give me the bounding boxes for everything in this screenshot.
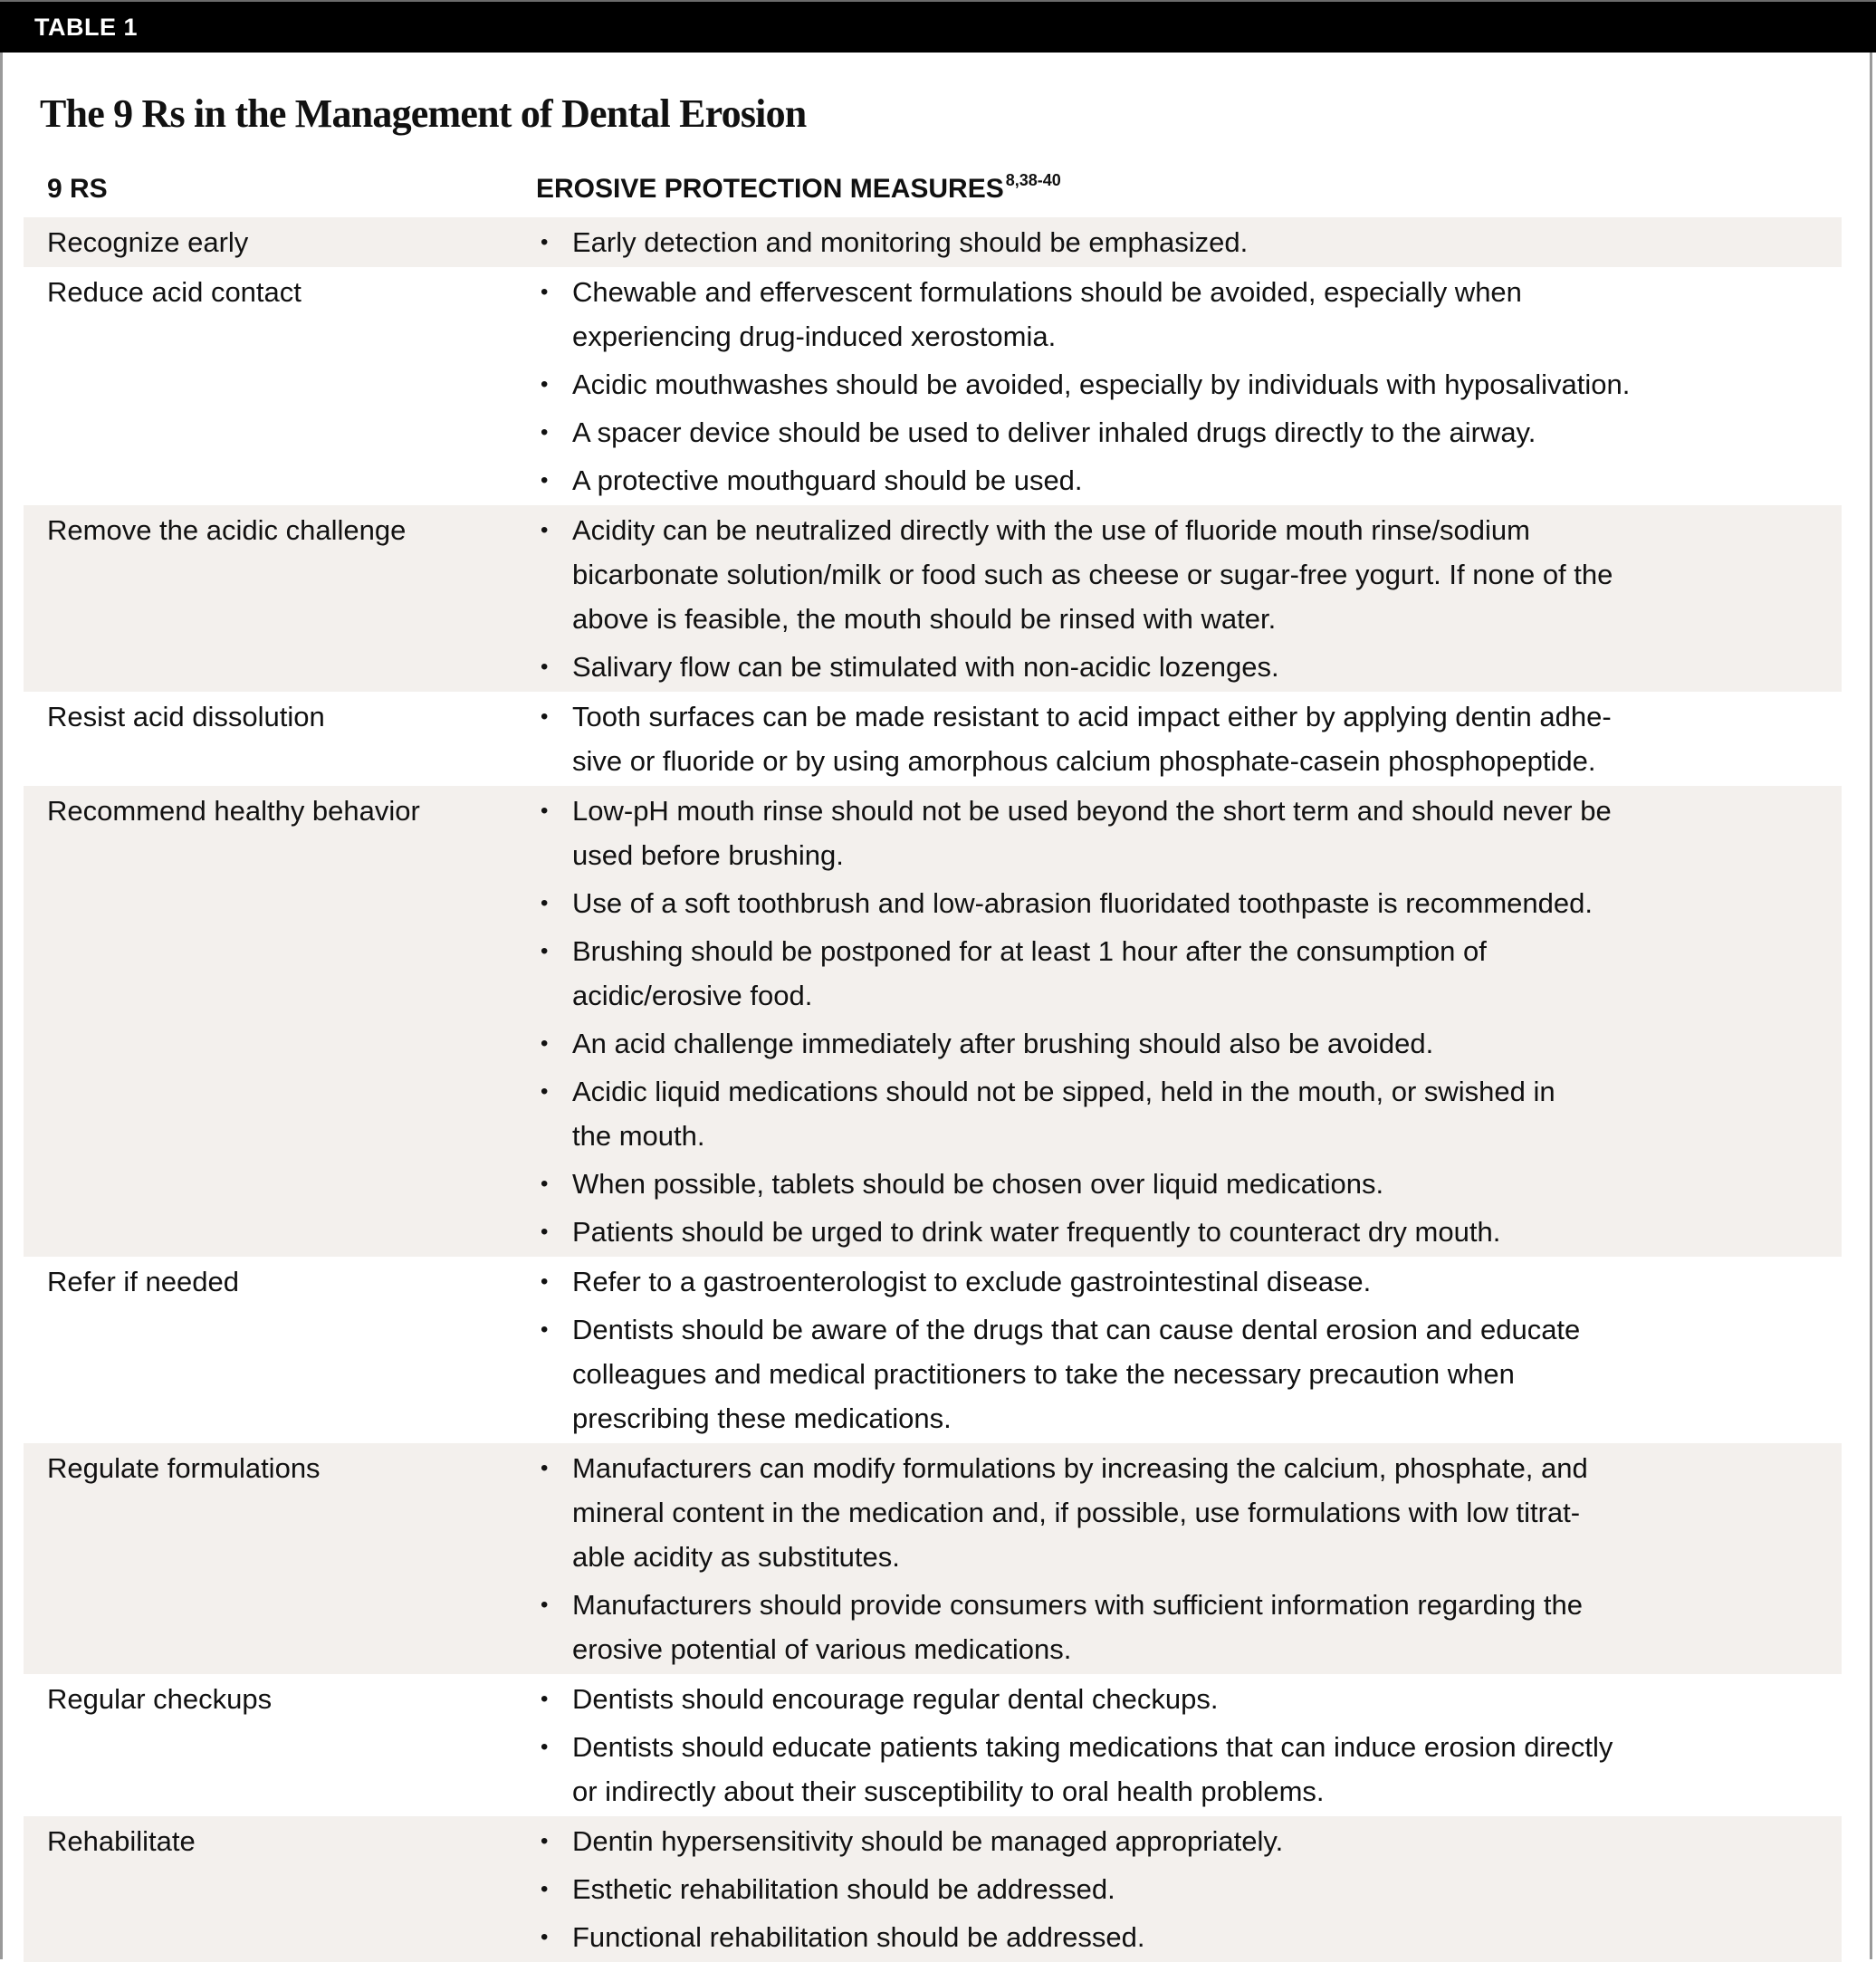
bullet-icon: • (541, 799, 549, 823)
row-r-label: Regular checkups (47, 1683, 273, 1715)
measure-text-line: erosive potential of various medications. (572, 1633, 1072, 1665)
measure-text-line: Early detection and monitoring should be emphasized. (572, 226, 1249, 258)
bullet-icon: • (541, 1456, 549, 1480)
list-item (541, 694, 1842, 783)
row-r-label: Recommend healthy behavior (47, 795, 420, 827)
bullet-icon: • (541, 1593, 549, 1617)
bullet-icon: • (541, 1269, 549, 1294)
measure-text-line: Tooth surfaces can be made resistant to acid impact either by applying dentin adhe- (572, 701, 1612, 732)
measure-text-line: Dentists should encourage regular dental checkups. (572, 1683, 1219, 1715)
row-r-label: Rehabilitate (47, 1825, 196, 1857)
measure-text-line: An acid challenge immediately after brushing should also be avoided. (572, 1028, 1434, 1059)
measure-text-line: prescribing these medications. (572, 1402, 952, 1434)
bullet-icon: • (541, 372, 549, 397)
column-header-measures-text: EROSIVE PROTECTION MEASURES (536, 174, 1004, 204)
table-row (24, 1443, 1842, 1674)
measure-text-line: Dentin hypersensitivity should be managed appropriately. (572, 1825, 1284, 1857)
bullet-icon: • (541, 1687, 549, 1711)
list-item (541, 1210, 1842, 1254)
list-item (541, 410, 1842, 455)
table-row (24, 1257, 1842, 1443)
measure-text-line: bicarbonate solution/milk or food such as cheese or sugar-free yogurt. If none of the (572, 559, 1613, 590)
measure-text-line: A protective mouthguard should be used. (572, 464, 1083, 496)
list-item (541, 1725, 1842, 1814)
measure-text-line: Manufacturers should provide consumers with sufficient information regarding the (572, 1589, 1583, 1621)
measures-list (541, 1446, 1842, 1671)
table-label-bar (0, 0, 1876, 53)
bullet-icon: • (541, 230, 549, 254)
measure-text-line: Acidity can be neutralized directly with the use of fluoride mouth rinse/sodium (572, 514, 1530, 546)
measure-text-line: Acidic liquid medications should not be sipped, held in the mouth, or swished in (572, 1076, 1555, 1107)
measure-text-line: the mouth. (572, 1120, 705, 1152)
bullet-icon: • (541, 468, 549, 493)
measure-text-line: When possible, tablets should be chosen over liquid medications. (572, 1168, 1384, 1200)
measure-text-line: experiencing drug-induced xerostomia. (572, 321, 1057, 352)
list-item (541, 508, 1842, 641)
measure-text-line: Salivary flow can be stimulated with non-acidic lozenges. (572, 651, 1279, 683)
measure-text-line: used before brushing. (572, 839, 844, 871)
measure-text-line: Esthetic rehabilitation should be addressed. (572, 1873, 1115, 1905)
table-row (24, 505, 1842, 692)
bullet-icon: • (541, 1031, 549, 1056)
list-item (541, 362, 1842, 407)
list-item (541, 1162, 1842, 1206)
bullet-icon: • (541, 655, 549, 679)
bullet-icon: • (541, 280, 549, 304)
column-header-measures (536, 171, 1061, 205)
table-title: The 9 Rs in the Management of Dental Erosion (40, 91, 807, 136)
list-item (541, 1446, 1842, 1579)
measure-text-line: Chewable and effervescent formulations should be avoided, especially when (572, 276, 1522, 308)
measure-text-line: able acidity as substitutes. (572, 1541, 900, 1573)
list-item (541, 1259, 1842, 1304)
measure-text-line: Brushing should be postponed for at least 1 hour after the consumption of (572, 935, 1487, 967)
row-r-label: Resist acid dissolution (47, 701, 325, 732)
measure-text-line: Patients should be urged to drink water frequently to counteract dry mouth. (572, 1216, 1501, 1248)
table-row (24, 1816, 1842, 1962)
rs-table (24, 217, 1842, 1962)
measure-text-line: Dentists should be aware of the drugs that can cause dental erosion and educate (572, 1314, 1581, 1345)
bullet-icon: • (541, 704, 549, 729)
measure-text-line: Low-pH mouth rinse should not be used beyond the short term and should never be (572, 795, 1612, 827)
list-item (541, 1307, 1842, 1440)
bullet-icon: • (541, 1220, 549, 1244)
row-r-label: Refer if needed (47, 1266, 239, 1297)
measure-text-line: Dentists should educate patients taking medications that can induce erosion directly (572, 1731, 1613, 1763)
list-item (541, 1069, 1842, 1158)
measure-text-line: mineral content in the medication and, if possible, use formulations with low titrat- (572, 1497, 1581, 1528)
list-item (541, 1819, 1842, 1863)
measure-text-line: colleagues and medical practitioners to take the necessary precaution when (572, 1358, 1515, 1390)
measure-text-line: Refer to a gastroenterologist to exclude gastrointestinal disease. (572, 1266, 1372, 1297)
measure-text-line: or indirectly about their susceptibility to oral health problems. (572, 1775, 1325, 1807)
bullet-icon: • (541, 891, 549, 915)
bullet-icon: • (541, 1079, 549, 1104)
measures-list (541, 1677, 1842, 1814)
list-item (541, 929, 1842, 1018)
measures-list (541, 1259, 1842, 1440)
measure-text-line: A spacer device should be used to deliver inhaled drugs directly to the airway. (572, 416, 1536, 448)
list-item (541, 1915, 1842, 1959)
list-item (541, 1677, 1842, 1721)
list-item (541, 881, 1842, 925)
bullet-icon: • (541, 939, 549, 963)
measure-text-line: acidic/erosive food. (572, 980, 813, 1011)
list-item (541, 1021, 1842, 1066)
column-header-9rs: 9 RS (47, 174, 108, 204)
bullet-icon: • (541, 1877, 549, 1901)
list-item (541, 1867, 1842, 1911)
table-number-label: TABLE 1 (34, 14, 139, 41)
measures-list (541, 789, 1842, 1254)
bullet-icon: • (541, 1735, 549, 1759)
bullet-icon: • (541, 420, 549, 445)
measures-list (541, 694, 1842, 783)
table-row (24, 692, 1842, 786)
measures-list (541, 508, 1842, 689)
measure-text-line: Manufacturers can modify formulations by increasing the calcium, phosphate, and (572, 1452, 1588, 1484)
list-item (541, 220, 1842, 264)
table-row (24, 217, 1842, 267)
row-r-label: Remove the acidic challenge (47, 514, 407, 546)
table-row (24, 1674, 1842, 1816)
list-item (541, 789, 1842, 877)
list-item (541, 645, 1842, 689)
measure-text-line: above is feasible, the mouth should be rinsed with water. (572, 603, 1277, 635)
measure-text-line: sive or fluoride or by using amorphous calcium phosphate-casein phosphopeptide. (572, 745, 1596, 777)
bullet-icon: • (541, 1172, 549, 1196)
bullet-icon: • (541, 518, 549, 542)
reference-superscript: 8,38-40 (1005, 171, 1061, 189)
row-r-label: Reduce acid contact (47, 276, 302, 308)
bullet-icon: • (541, 1829, 549, 1853)
list-item (541, 1583, 1842, 1671)
list-item (541, 458, 1842, 502)
bullet-icon: • (541, 1925, 549, 1949)
table-row (24, 267, 1842, 505)
measure-text-line: Functional rehabilitation should be addressed. (572, 1921, 1145, 1953)
measure-text-line: Use of a soft toothbrush and low-abrasion fluoridated toothpaste is recommended. (572, 887, 1593, 919)
row-r-label: Recognize early (47, 226, 249, 258)
table-row (24, 786, 1842, 1257)
measure-text-line: Acidic mouthwashes should be avoided, especially by individuals with hyposalivation. (572, 368, 1631, 400)
list-item (541, 270, 1842, 359)
measures-list (541, 270, 1842, 502)
measures-list (541, 220, 1842, 264)
measures-list (541, 1819, 1842, 1959)
bullet-icon: • (541, 1317, 549, 1342)
row-r-label: Regulate formulations (47, 1452, 321, 1484)
